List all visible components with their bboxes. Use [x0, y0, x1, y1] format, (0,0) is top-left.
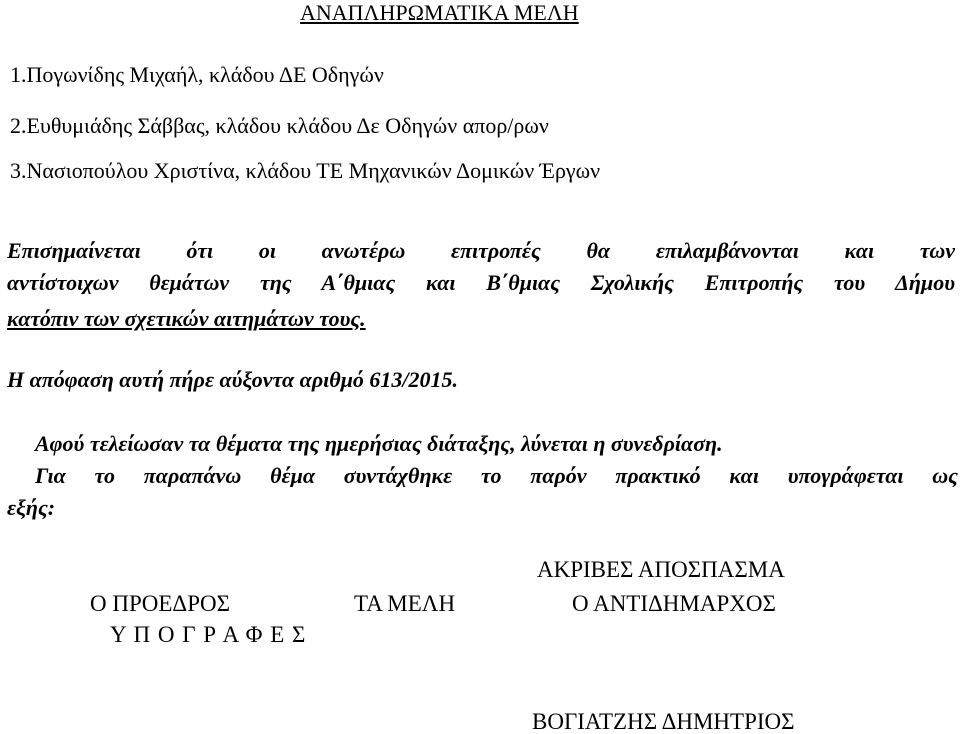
signatures-label: Υ Π Ο Γ Ρ Α Φ Ε Σ	[110, 622, 307, 647]
paragraph-line-3: κατόπιν των σχετικών αιτημάτων τους.	[7, 306, 366, 331]
member-item-3: 3.Νασιοπούλου Χριστίνα, κλάδου ΤΕ Μηχανικών Δομικών Έργων	[10, 158, 601, 183]
signer-name: ΒΟΓΙΑΤΖΗΣ ΔΗΜΗΤΡΙΟΣ	[532, 709, 795, 734]
closing-line-2: Για το παραπάνω θέμα συντάχθηκε το παρόν πρακτικό και υπογράφεται ως	[35, 465, 958, 487]
closing-line-1: Αφού τελείωσαν τα θέματα της ημερήσιας διάταξης, λύνεται η συνεδρίαση.	[35, 431, 723, 456]
decision-number: Η απόφαση αυτή πήρε αύξοντα αριθμό 613/2015.	[7, 367, 459, 392]
member-item-2: 2.Ευθυμιάδης Σάββας, κλάδου κλάδου Δε Οδηγών απορ/ρων	[10, 113, 549, 138]
deputy-mayor-label: Ο ΑΝΤΙΔΗΜΑΡΧΟΣ	[572, 591, 776, 616]
paragraph-line-2: αντίστοιχων θεμάτων της Α΄θμιας και Β΄θμιας Σχολικής Επιτροπής του Δήμου	[7, 272, 955, 294]
president-label: Ο ΠΡΟΕΔΡΟΣ	[90, 591, 230, 616]
section-heading: ΑΝΑΠΛΗΡΩΜΑΤΙΚΑ ΜΕΛΗ	[300, 0, 579, 25]
closing-line-3: εξής:	[7, 495, 56, 520]
accurate-copy-label: ΑΚΡΙΒΕΣ ΑΠΟΣΠΑΣΜΑ	[537, 557, 785, 582]
members-label: ΤΑ ΜΕΛΗ	[354, 591, 456, 616]
member-item-1: 1.Πογωνίδης Μιχαήλ, κλάδου ΔΕ Οδηγών	[10, 62, 384, 87]
paragraph-line-1: Επισημαίνεται ότι οι ανωτέρω επιτροπές θα επιλαμβάνονται και των	[7, 240, 955, 262]
